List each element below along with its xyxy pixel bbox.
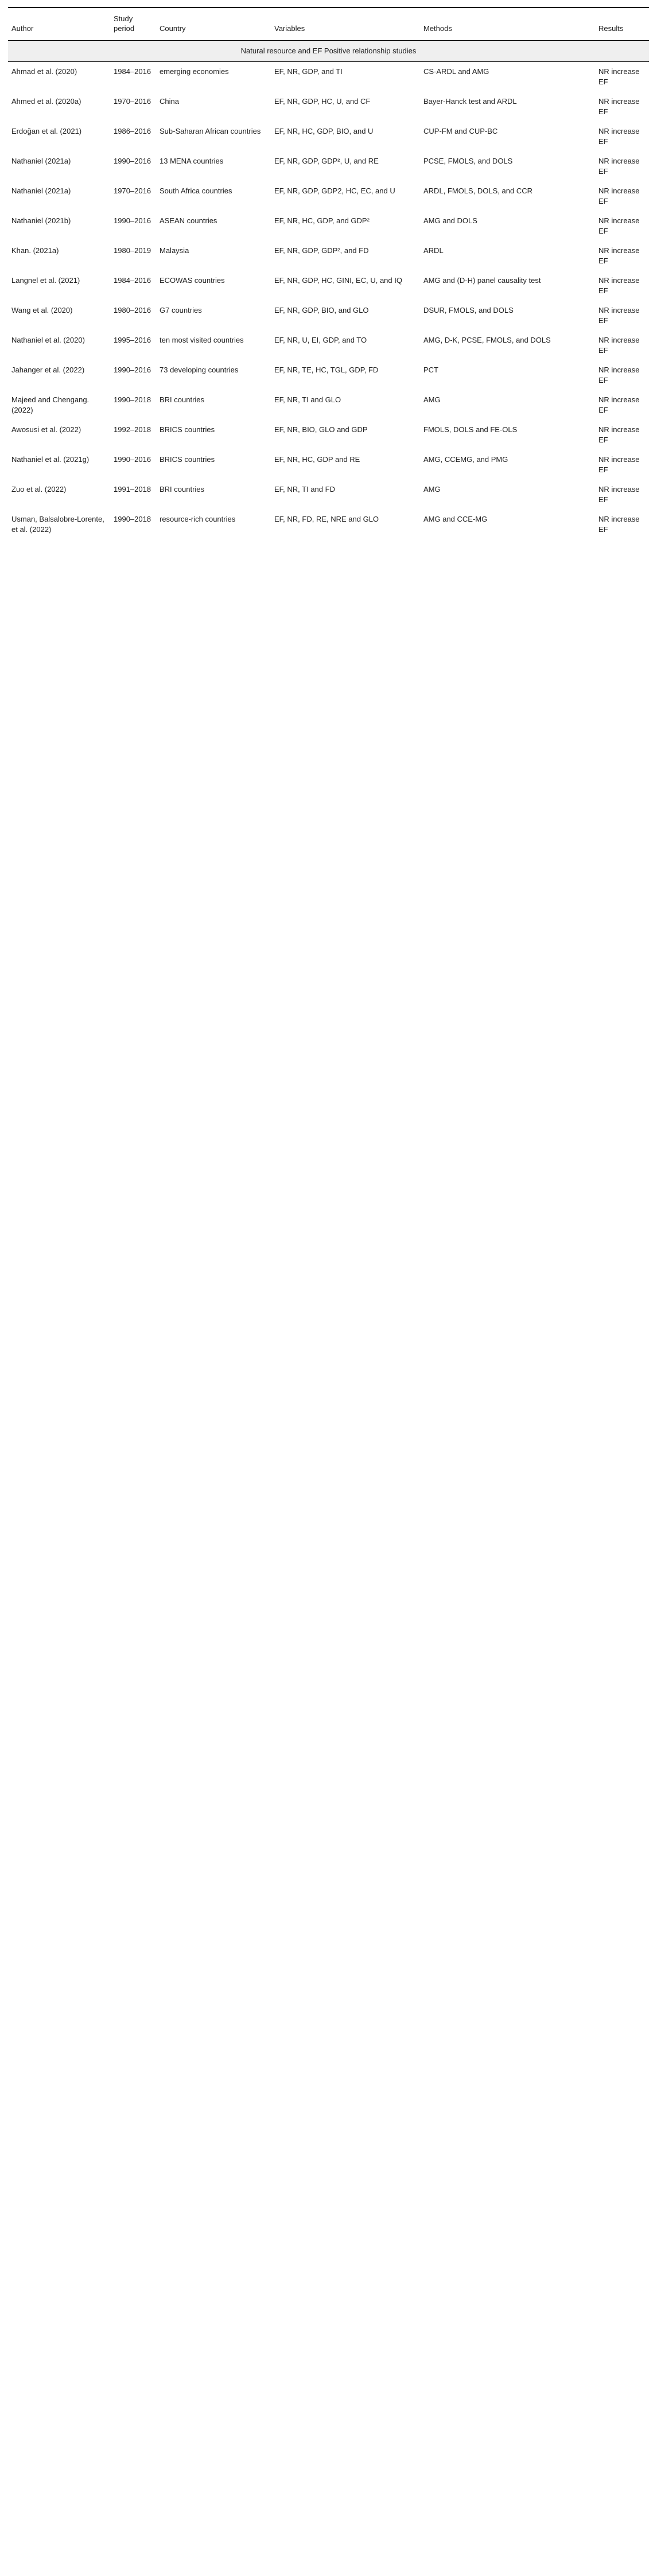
cell-country: South Africa countries [160, 187, 232, 195]
table-container [8, 0, 649, 539]
cell-country: G7 countries [160, 306, 202, 314]
cell-results: NR increase EF [598, 366, 640, 384]
cell-author: Nathaniel et al. (2021g) [8, 450, 110, 480]
cell-country: emerging economies [160, 67, 229, 76]
cell-results: NR increase EF [598, 127, 640, 146]
cell-variables: EF, NR, TI and FD [274, 485, 335, 494]
cell-author: Langnel et al. (2021) [8, 271, 110, 301]
cell-variables: EF, NR, GDP, GDP2, HC, EC, and U [274, 187, 395, 195]
cell-results: NR increase EF [595, 510, 649, 539]
cell-variables: EF, NR, GDP, and TI [274, 67, 343, 76]
cell-results: NR increase EF [598, 246, 640, 265]
cell-variables: EF, NR, FD, RE, NRE and GLO [271, 510, 420, 539]
cell-variables: EF, NR, GDP, HC, U, and CF [271, 92, 420, 122]
cell-results: NR increase EF [595, 450, 649, 480]
table-row [8, 450, 649, 480]
cell-methods: ARDL, FMOLS, DOLS, and CCR [423, 187, 532, 195]
cell-period: 1970–2016 [110, 92, 156, 122]
cell-variables: EF, NR, TI and GLO [271, 390, 420, 420]
cell-author: Usman, Balsalobre-Lorente, et al. (2022) [8, 510, 110, 539]
cell-variables: EF, NR, TE, HC, TGL, GDP, FD [274, 366, 379, 374]
cell-methods: CUP-FM and CUP-BC [423, 127, 498, 135]
cell-variables: EF, NR, BIO, GLO and GDP [274, 425, 368, 434]
cell-methods: DSUR, FMOLS, and DOLS [423, 306, 514, 314]
cell-results: NR increase EF [598, 425, 640, 444]
cell-period: 1980–2019 [114, 246, 151, 255]
table-row [8, 92, 649, 122]
table-row [8, 62, 649, 92]
cell-country: resource-rich countries [156, 510, 271, 539]
table-row [8, 360, 649, 390]
cell-methods: AMG and (D-H) panel causality test [420, 271, 595, 301]
cell-results: NR increase EF [595, 151, 649, 181]
cell-methods: FMOLS, DOLS and FE-OLS [423, 425, 518, 434]
cell-period: 1984–2016 [110, 271, 156, 301]
cell-results: NR increase EF [595, 390, 649, 420]
cell-period: 1990–2018 [110, 390, 156, 420]
cell-author: Wang et al. (2020) [11, 306, 73, 314]
section-header-row [8, 41, 649, 62]
cell-variables: EF, NR, GDP, HC, GINI, EC, U, and IQ [271, 271, 420, 301]
cell-period: 1990–2016 [110, 211, 156, 241]
cell-country: BRI countries [156, 390, 271, 420]
cell-variables: EF, NR, HC, GDP and RE [271, 450, 420, 480]
cell-variables: EF, NR, U, EI, GDP, and TO [271, 331, 420, 360]
cell-country: BRICS countries [160, 425, 215, 434]
header-methods: Methods [420, 7, 595, 41]
table-row [8, 510, 649, 539]
cell-author: Nathaniel et al. (2020) [8, 331, 110, 360]
cell-country: ASEAN countries [156, 211, 271, 241]
cell-period: 1986–2016 [114, 127, 151, 135]
cell-methods: PCSE, FMOLS, and DOLS [420, 151, 595, 181]
cell-country: BRICS countries [156, 450, 271, 480]
cell-results: NR increase EF [598, 187, 640, 205]
cell-period: 1990–2016 [114, 366, 151, 374]
cell-author: Khan. (2021a) [11, 246, 59, 255]
cell-country: BRI countries [160, 485, 205, 494]
cell-period: 1991–2018 [114, 485, 151, 494]
cell-results: NR increase EF [598, 485, 640, 504]
cell-methods: AMG [420, 390, 595, 420]
cell-author: Jahanger et al. (2022) [11, 366, 85, 374]
table-row [8, 420, 649, 450]
cell-results: NR increase EF [595, 331, 649, 360]
cell-results: NR increase EF [595, 211, 649, 241]
cell-variables: EF, NR, HC, GDP, and GDP² [271, 211, 420, 241]
cell-methods: ARDL [423, 246, 444, 255]
cell-author: Ahmed et al. (2020a) [8, 92, 110, 122]
cell-results: NR increase EF [595, 92, 649, 122]
cell-methods: AMG and DOLS [420, 211, 595, 241]
cell-author: Majeed and Chengang. (2022) [8, 390, 110, 420]
cell-author: Awosusi et al. (2022) [11, 425, 81, 434]
cell-country: Sub-Saharan African countries [160, 127, 261, 135]
cell-period: 1980–2016 [114, 306, 151, 314]
cell-country: ECOWAS countries [156, 271, 271, 301]
cell-author: Zuo et al. (2022) [11, 485, 67, 494]
table-row [8, 211, 649, 241]
cell-country: China [156, 92, 271, 122]
cell-country: 13 MENA countries [156, 151, 271, 181]
table-row [8, 480, 649, 510]
cell-variables: EF, NR, GDP, GDP², U, and RE [271, 151, 420, 181]
cell-period: 1990–2018 [110, 510, 156, 539]
cell-author: Ahmad et al. (2020) [11, 67, 77, 76]
header-author: Author [8, 7, 110, 41]
cell-variables: EF, NR, GDP, BIO, and GLO [274, 306, 369, 314]
cell-author: Nathaniel (2021a) [11, 187, 71, 195]
literature-table [8, 7, 649, 539]
cell-country: 73 developing countries [160, 366, 239, 374]
cell-variables: EF, NR, HC, GDP, BIO, and U [274, 127, 374, 135]
cell-methods: PCT [423, 366, 438, 374]
header-results: Results [595, 7, 649, 41]
section-title: Natural resource and EF Positive relationship studies [8, 41, 649, 62]
cell-methods: Bayer-Hanck test and ARDL [420, 92, 595, 122]
cell-period: 1992–2018 [114, 425, 151, 434]
table-row [8, 241, 649, 271]
cell-author: Nathaniel (2021b) [8, 211, 110, 241]
cell-period: 1990–2016 [110, 151, 156, 181]
cell-variables: EF, NR, GDP, GDP², and FD [274, 246, 369, 255]
cell-methods: AMG, CCEMG, and PMG [420, 450, 595, 480]
table-row [8, 331, 649, 360]
cell-methods: AMG and CCE-MG [420, 510, 595, 539]
cell-period: 1984–2016 [114, 67, 151, 76]
table-row [8, 301, 649, 331]
cell-methods: AMG [423, 485, 441, 494]
table-row [8, 122, 649, 151]
cell-period: 1990–2016 [110, 450, 156, 480]
header-row [8, 7, 649, 41]
table-body [8, 41, 649, 540]
table-row [8, 181, 649, 211]
table-row [8, 390, 649, 420]
cell-results: NR increase EF [598, 306, 640, 325]
cell-methods: CS-ARDL and AMG [423, 67, 489, 76]
header-country: Country [156, 7, 271, 41]
cell-period: 1995–2016 [110, 331, 156, 360]
cell-country: ten most visited countries [156, 331, 271, 360]
cell-results: NR increase EF [598, 67, 640, 86]
table-row [8, 151, 649, 181]
cell-country: Malaysia [160, 246, 189, 255]
cell-results: NR increase EF [595, 271, 649, 301]
header-variables: Variables [271, 7, 420, 41]
table-row [8, 271, 649, 301]
header-period: Study period [110, 7, 156, 41]
cell-period: 1970–2016 [114, 187, 151, 195]
cell-methods: AMG, D-K, PCSE, FMOLS, and DOLS [420, 331, 595, 360]
cell-author: Nathaniel (2021a) [8, 151, 110, 181]
cell-author: Erdoğan et al. (2021) [11, 127, 82, 135]
